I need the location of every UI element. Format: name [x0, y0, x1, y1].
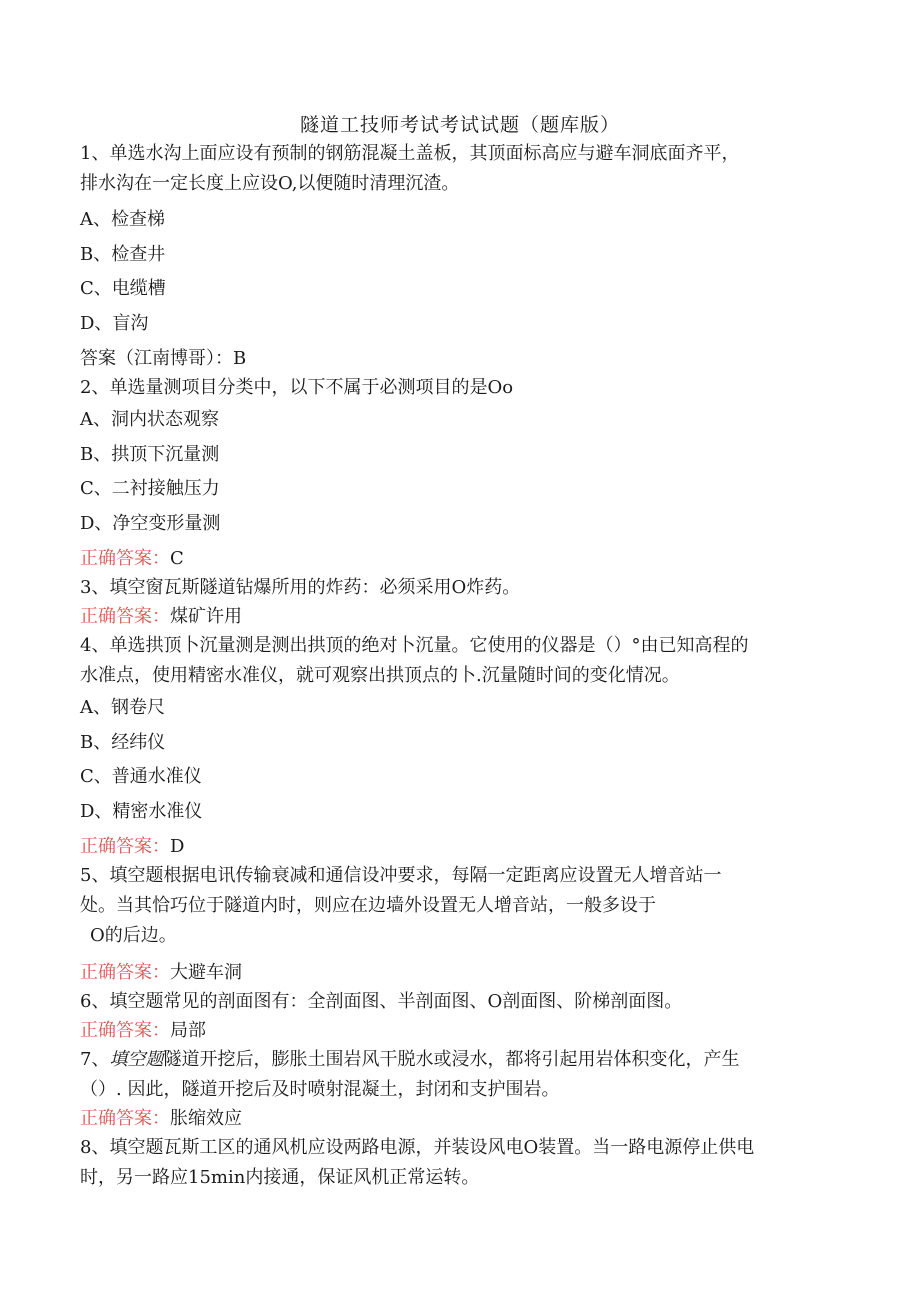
answer-line	[80, 1105, 820, 1133]
question-list	[80, 139, 820, 1193]
option-c: C、电缆槽	[80, 278, 166, 299]
answer-value: 局部	[170, 1020, 206, 1041]
question-text-line: （）. 因此，隧道开挖后及时喷射混凝土，封闭和支护围岩。	[80, 1079, 560, 1100]
answer-label: 正确答案：	[80, 1020, 170, 1041]
answer-line	[80, 603, 820, 631]
question-text-line: 8、填空题瓦斯工区的通风机应设两路电源，并装设风电O装置。当一路电源停止供电	[80, 1137, 755, 1158]
question-text-line: 处。当其恰巧位于隧道内时，则应在边墙外设置无人增音站，一般多设于	[80, 895, 656, 916]
option-c: C、二衬接触压力	[80, 478, 220, 499]
question-text-line	[80, 1045, 820, 1075]
question-text: 隧道开挖后，膨胀土围岩风干脱水或浸水，都将引起用岩体积变化，产生	[163, 1049, 740, 1070]
answer-value: 胀缩效应	[170, 1108, 242, 1129]
answer-label: 正确答案：	[80, 1108, 170, 1129]
question-text-line: 水准点，使用精密水准仪，就可观察出拱顶点的卜.沉量随时间的变化情况。	[80, 665, 680, 686]
answer-label: 正确答案：	[80, 836, 170, 857]
question-text-line: 4、单选拱顶卜沉量测是测出拱顶的绝对卜沉量。它使用的仪器是（）°由已知高程的	[80, 635, 749, 656]
answer-line	[80, 959, 820, 987]
question-text-line: 1、单选水沟上面应设有预制的钢筋混凝土盖板，其顶面标高应与避车洞底面齐平，	[80, 143, 740, 164]
question-text-line: 时，另一路应15min内接通，保证风机正常运转。	[80, 1167, 480, 1188]
question-7	[80, 1045, 820, 1133]
question-text-line: O的后边。	[90, 925, 177, 946]
answer-label: 正确答案：	[80, 606, 170, 627]
question-text-line: 2、单选量测项目分类中，以下不属于必测项目的是Oo	[80, 377, 514, 398]
option-b: B、拱顶下沉量测	[80, 443, 220, 465]
question-type-label: 填空题	[109, 1049, 164, 1070]
question-text-line: 3、填空窗瓦斯隧道钻爆所用的炸药：必须采用O炸药。	[80, 577, 521, 598]
option-a: A、洞内状态观察	[80, 409, 219, 430]
option-c: C、普通水准仪	[80, 766, 202, 787]
answer-value: D	[170, 836, 185, 857]
question-8	[80, 1133, 820, 1193]
answer-label: 答案（江南博哥）：	[80, 348, 233, 369]
answer-label: 正确答案：	[80, 962, 170, 983]
page-title: 隧道工技师考试考试试题（题库版）	[299, 114, 620, 136]
answer-line	[80, 345, 820, 373]
answer-value: 煤矿许用	[170, 606, 242, 627]
option-a: A、钢卷尺	[80, 697, 165, 718]
answer-line	[80, 545, 820, 573]
answer-value: B	[233, 348, 247, 369]
question-text-line: 6、填空题常见的剖面图有：全剖面图、半剖面图、O剖面图、阶梯剖面图。	[80, 991, 683, 1012]
question-1	[80, 139, 820, 373]
option-a: A、检查梯	[80, 209, 165, 230]
answer-value: 大避车洞	[170, 962, 242, 983]
question-6	[80, 987, 820, 1045]
option-b: B、经纬仪	[80, 731, 166, 753]
answer-line	[80, 1017, 820, 1045]
question-text-line: 5、填空题根据电讯传输衰减和通信设冲要求，每隔一定距离应设置无人增音站一	[80, 865, 722, 886]
answer-value: C	[170, 548, 184, 569]
question-3	[80, 573, 820, 631]
question-text-line: 排水沟在一定长度上应设O,以便随时清理沉渣。	[80, 173, 460, 194]
question-2	[80, 373, 820, 573]
question-5	[80, 861, 820, 987]
answer-line	[80, 833, 820, 861]
question-number: 7、	[80, 1049, 110, 1070]
option-b: B、检查井	[80, 243, 166, 265]
option-d: D、净空变形量测	[80, 512, 221, 534]
option-d: D、盲沟	[80, 312, 149, 334]
option-d: D、精密水准仪	[80, 800, 203, 822]
answer-label: 正确答案：	[80, 548, 170, 569]
question-4	[80, 631, 820, 861]
